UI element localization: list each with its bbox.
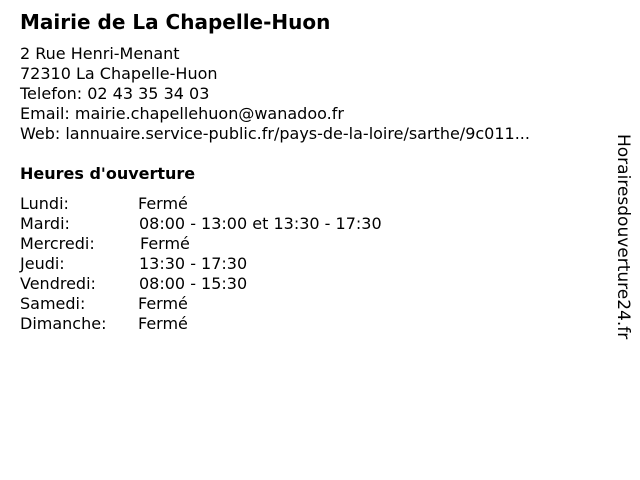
web-text: Web: lannuaire.service-public.fr/pays-de-la-loire/sarthe/9c011...	[20, 124, 530, 143]
day-label: Vendredi:	[20, 274, 96, 293]
address-city: 72310 La Chapelle-Huon	[20, 64, 218, 83]
time-value: Fermé	[138, 314, 188, 333]
time-value: Fermé	[138, 294, 188, 313]
address-block	[20, 44, 530, 144]
day-label: Jeudi:	[20, 254, 65, 273]
email-text: Email: mairie.chapellehuon@wanadoo.fr	[20, 104, 344, 123]
page-title: Mairie de La Chapelle-Huon	[20, 10, 331, 34]
time-value: Fermé	[138, 194, 188, 213]
time-value: 13:30 - 17:30	[139, 254, 248, 273]
site-watermark	[610, 134, 636, 374]
day-label: Samedi:	[20, 294, 86, 313]
address-street: 2 Rue Henri-Menant	[20, 44, 180, 63]
day-label: Mercredi:	[20, 234, 95, 253]
day-label: Mardi:	[20, 214, 70, 233]
day-label: Lundi:	[20, 194, 69, 213]
watermark-text: Horairesdouverture24.fr	[613, 134, 633, 340]
phone-text: Telefon: 02 43 35 34 03	[20, 84, 210, 103]
time-value: 08:00 - 13:00 et 13:30 - 17:30	[139, 214, 382, 233]
day-label: Dimanche:	[20, 314, 107, 333]
hours-heading: Heures d'ouverture	[20, 164, 196, 183]
time-value: Fermé	[140, 234, 190, 253]
time-value: 08:00 - 15:30	[139, 274, 248, 293]
